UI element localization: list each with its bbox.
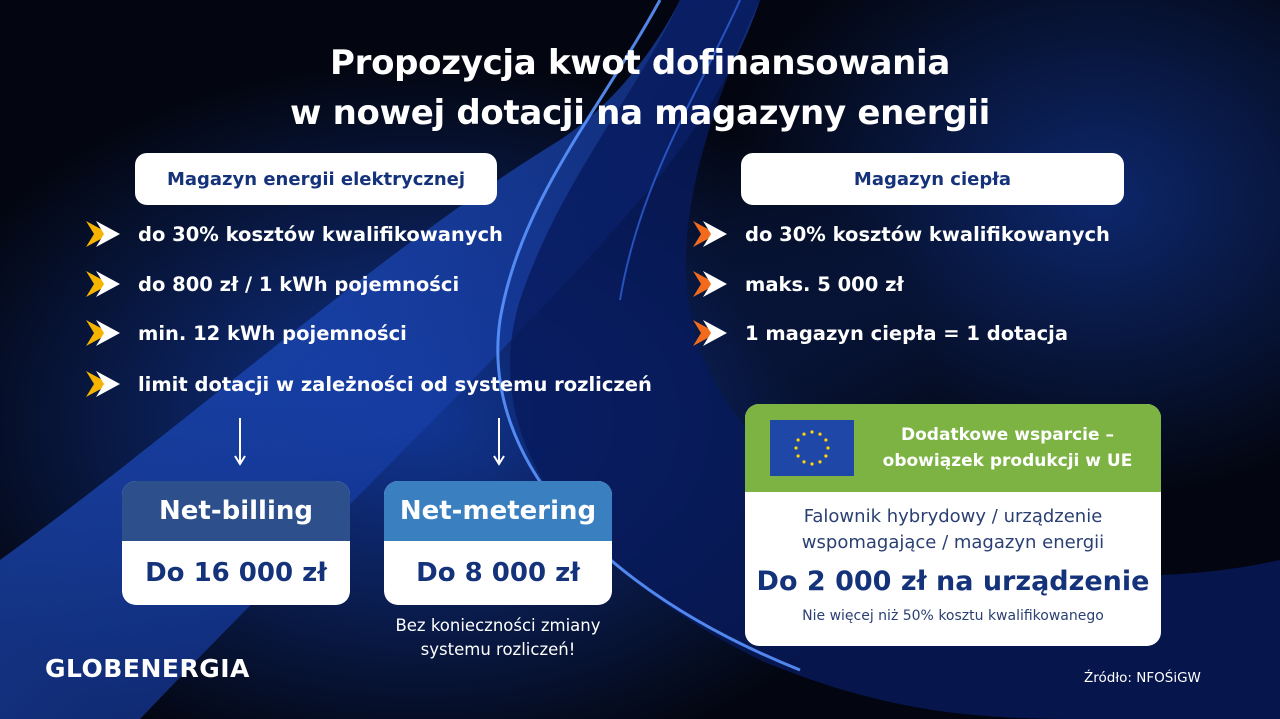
arrow-down-icon <box>493 418 505 466</box>
eu-support-title-line-1: Dodatkowe wsparcie – <box>901 425 1114 445</box>
heat-storage-heading <box>741 153 1124 205</box>
right-list-item-label: 1 magazyn ciepła = 1 dotacja <box>745 321 1069 345</box>
eu-support-description <box>745 492 1161 556</box>
net-metering-note-line-1: Bez konieczności zmiany <box>395 616 601 635</box>
title-line-1: Propozycja kwot dofinansowania <box>329 43 950 83</box>
net-metering-note <box>370 614 626 662</box>
net-metering-note-line-2: systemu rozliczeń! <box>420 640 576 659</box>
heat-storage-heading-label: Magazyn ciepła <box>853 168 1012 190</box>
globenergia-logo: GLOBENERGIA <box>45 654 250 683</box>
eu-support-description-line-1: Falownik hybrydowy / urządzenie <box>803 506 1103 527</box>
right-list-item-label: do 30% kosztów kwalifikowanych <box>745 222 1110 246</box>
right-list-item <box>691 216 1110 252</box>
eu-support-title <box>854 422 1161 474</box>
left-list-item <box>84 315 407 351</box>
source-note: Źródło: NFOŚiGW <box>1084 670 1201 686</box>
eu-flag-icon <box>770 420 854 476</box>
chevron-right-icon <box>84 269 122 299</box>
left-list-item-label: limit dotacji w zależności od systemu rozliczeń <box>138 372 652 396</box>
net-metering-value: Do 8 000 zł <box>416 558 580 588</box>
right-list-item <box>691 315 1068 351</box>
net-billing-value: Do 16 000 zł <box>145 558 327 588</box>
electric-storage-heading <box>135 153 497 205</box>
left-list-item <box>84 266 459 302</box>
left-list-item-label: do 800 zł / 1 kWh pojemności <box>138 272 460 296</box>
eu-support-title-line-2: obowiązek produkcji w UE <box>882 451 1133 471</box>
eu-support-note: Nie więcej niż 50% kosztu kwalifikowanego <box>802 608 1104 624</box>
net-metering-card <box>384 481 612 605</box>
eu-support-card <box>745 404 1161 646</box>
chevron-right-icon <box>84 369 122 399</box>
right-list-item <box>691 266 904 302</box>
page-title <box>0 38 1280 138</box>
left-list-item <box>84 216 503 252</box>
title-line-2: w nowej dotacji na magazyny energii <box>290 93 990 133</box>
eu-support-description-line-2: wspomagające / magazyn energii <box>801 532 1105 553</box>
eu-support-amount: Do 2 000 zł na urządzenie <box>756 566 1150 597</box>
left-list-item-label: do 30% kosztów kwalifikowanych <box>138 222 503 246</box>
eu-support-body <box>745 492 1161 624</box>
chevron-right-icon <box>691 318 729 348</box>
chevron-right-icon <box>691 269 729 299</box>
right-list-item-label: maks. 5 000 zł <box>745 272 904 296</box>
eu-support-header <box>745 404 1161 492</box>
chevron-right-icon <box>84 318 122 348</box>
net-billing-label: Net-billing <box>122 481 350 541</box>
chevron-right-icon <box>691 219 729 249</box>
arrow-down-icon <box>234 418 246 466</box>
left-list-item <box>84 366 652 402</box>
net-billing-card <box>122 481 350 605</box>
chevron-right-icon <box>84 219 122 249</box>
net-metering-label: Net-metering <box>384 481 612 541</box>
electric-storage-heading-label: Magazyn energii elektrycznej <box>166 168 466 190</box>
left-list-item-label: min. 12 kWh pojemności <box>138 321 407 345</box>
